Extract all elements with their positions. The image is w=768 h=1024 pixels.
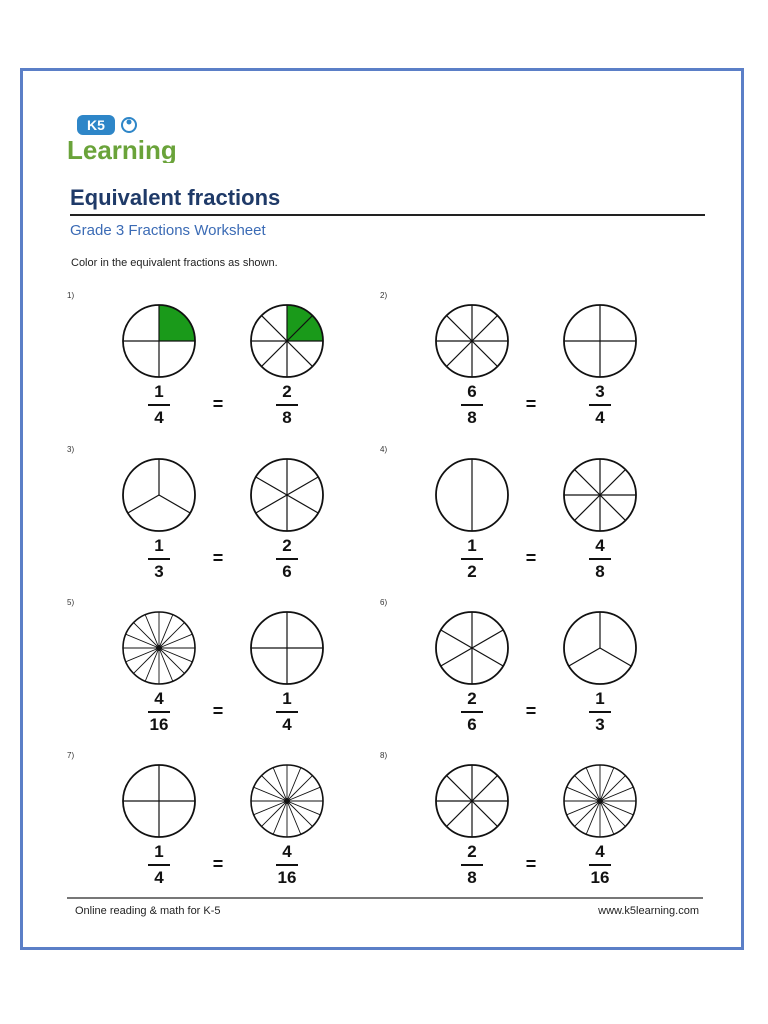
numerator: 4 <box>595 842 605 861</box>
footer-divider <box>67 897 703 899</box>
equals-sign: = <box>212 854 224 874</box>
fraction-bar <box>461 711 483 713</box>
denominator: 4 <box>595 408 605 427</box>
problem-number: 3) <box>67 445 75 454</box>
fraction-right <box>267 690 307 736</box>
equals-sign: = <box>525 701 537 721</box>
denominator: 16 <box>590 868 610 887</box>
divider-line <box>287 776 312 801</box>
divider-line <box>472 316 497 341</box>
fraction-left <box>139 690 179 736</box>
footer-url: www.k5learning.com <box>598 905 699 917</box>
equals-sign: = <box>525 394 537 414</box>
denominator: 4 <box>282 715 292 734</box>
divider-line <box>447 316 472 341</box>
fraction-bar <box>589 864 611 866</box>
divider-line <box>600 648 631 666</box>
denominator: 3 <box>154 562 164 581</box>
instructions-text: Color in the equivalent fractions as shown. <box>71 257 278 269</box>
denominator: 8 <box>282 408 292 427</box>
divider-line <box>134 623 159 648</box>
fraction-circle-left[interactable] <box>432 761 512 841</box>
denominator: 8 <box>467 408 477 427</box>
problem-7 <box>67 751 337 901</box>
fraction-bar <box>589 404 611 406</box>
worksheet-page <box>20 68 744 950</box>
numerator: 1 <box>154 842 164 861</box>
denominator: 4 <box>154 408 164 427</box>
divider-line <box>447 801 472 826</box>
problem-number: 8) <box>380 751 388 760</box>
fraction-circle-right[interactable] <box>247 301 327 381</box>
divider-line <box>575 776 600 801</box>
footer-tagline: Online reading & math for K-5 <box>75 905 221 917</box>
divider-line <box>128 495 159 513</box>
divider-line <box>441 630 472 648</box>
fraction-circle-right[interactable] <box>560 761 640 841</box>
logo-learning-text: Learning <box>67 135 177 163</box>
divider-line <box>447 341 472 366</box>
numerator: 1 <box>154 536 164 555</box>
divider-line <box>472 630 503 648</box>
fraction-bar <box>276 711 298 713</box>
divider-line <box>575 470 600 495</box>
divider-line <box>262 316 287 341</box>
problem-number: 6) <box>380 598 388 607</box>
fraction-circle-left[interactable] <box>119 301 199 381</box>
denominator: 6 <box>467 715 477 734</box>
center-dot <box>284 798 290 804</box>
fraction-right <box>580 383 620 429</box>
fraction-circle-left[interactable] <box>119 761 199 841</box>
divider-line <box>287 341 312 366</box>
center-dot <box>597 798 603 804</box>
equals-sign: = <box>525 548 537 568</box>
fraction-circle-left[interactable] <box>432 455 512 535</box>
fraction-bar <box>589 711 611 713</box>
numerator: 2 <box>282 382 292 401</box>
fraction-left <box>139 537 179 583</box>
fraction-right <box>267 383 307 429</box>
fraction-circle-left[interactable] <box>432 608 512 688</box>
problem-number: 7) <box>67 751 75 760</box>
fraction-bar <box>148 711 170 713</box>
fraction-left <box>452 690 492 736</box>
numerator: 1 <box>282 689 292 708</box>
numerator: 1 <box>467 536 477 555</box>
fraction-bar <box>461 864 483 866</box>
fraction-circle-right[interactable] <box>247 455 327 535</box>
problem-1 <box>67 291 337 441</box>
problem-8 <box>380 751 650 901</box>
problem-4 <box>380 445 650 595</box>
divider-line <box>159 495 190 513</box>
fraction-bar <box>148 558 170 560</box>
numerator: 4 <box>595 536 605 555</box>
numerator: 4 <box>154 689 164 708</box>
numerator: 1 <box>595 689 605 708</box>
denominator: 6 <box>282 562 292 581</box>
problem-number: 1) <box>67 291 75 300</box>
numerator: 2 <box>467 842 477 861</box>
fraction-left <box>139 383 179 429</box>
fraction-left <box>452 383 492 429</box>
divider-line <box>569 648 600 666</box>
fraction-circle-right[interactable] <box>560 455 640 535</box>
divider-line <box>472 648 503 666</box>
fraction-bar <box>148 404 170 406</box>
numerator: 2 <box>282 536 292 555</box>
divider-line <box>472 341 497 366</box>
problem-3 <box>67 445 337 595</box>
fraction-circle-left[interactable] <box>119 608 199 688</box>
divider-line <box>600 776 625 801</box>
divider-line <box>262 776 287 801</box>
fraction-bar <box>276 404 298 406</box>
equals-sign: = <box>525 854 537 874</box>
problem-5 <box>67 598 337 748</box>
page-subtitle: Grade 3 Fractions Worksheet <box>70 222 266 239</box>
equals-sign: = <box>212 701 224 721</box>
fraction-right <box>580 690 620 736</box>
divider-line <box>159 648 184 673</box>
fraction-circle-right[interactable] <box>560 301 640 381</box>
denominator: 8 <box>467 868 477 887</box>
problem-6 <box>380 598 650 748</box>
denominator: 8 <box>595 562 605 581</box>
denominator: 3 <box>595 715 605 734</box>
numerator: 3 <box>595 382 605 401</box>
fraction-bar <box>589 558 611 560</box>
divider-line <box>262 801 287 826</box>
divider-line <box>262 341 287 366</box>
fraction-bar <box>461 558 483 560</box>
fraction-circle-right[interactable] <box>560 608 640 688</box>
problem-2 <box>380 291 650 441</box>
problem-number: 4) <box>380 445 388 454</box>
k5-learning-logo <box>67 113 197 163</box>
divider-line <box>472 776 497 801</box>
center-dot <box>156 645 162 651</box>
divider-line <box>575 495 600 520</box>
equals-sign: = <box>212 394 224 414</box>
denominator: 4 <box>154 868 164 887</box>
divider-line <box>287 495 318 513</box>
fraction-left <box>452 537 492 583</box>
fraction-left <box>139 843 179 889</box>
equals-sign: = <box>212 548 224 568</box>
fraction-bar <box>276 558 298 560</box>
fraction-right <box>267 843 307 889</box>
divider-line <box>600 470 625 495</box>
divider-line <box>472 801 497 826</box>
fraction-right <box>267 537 307 583</box>
divider-line <box>447 776 472 801</box>
title-divider <box>70 214 705 216</box>
logo-k5-text: K5 <box>87 117 105 133</box>
fraction-circle-right[interactable] <box>247 761 327 841</box>
numerator: 6 <box>467 382 477 401</box>
divider-line <box>600 801 625 826</box>
numerator: 1 <box>154 382 164 401</box>
denominator: 2 <box>467 562 477 581</box>
divider-line <box>600 495 625 520</box>
fraction-bar <box>461 404 483 406</box>
divider-line <box>256 477 287 495</box>
divider-line <box>134 648 159 673</box>
problem-number: 2) <box>380 291 388 300</box>
divider-line <box>256 495 287 513</box>
fraction-right <box>580 537 620 583</box>
denominator: 16 <box>277 868 297 887</box>
divider-line <box>159 623 184 648</box>
divider-line <box>287 477 318 495</box>
denominator: 16 <box>149 715 169 734</box>
numerator: 2 <box>467 689 477 708</box>
divider-line <box>575 801 600 826</box>
fraction-bar <box>276 864 298 866</box>
page-title: Equivalent fractions <box>70 185 281 210</box>
fraction-circle-left[interactable] <box>119 455 199 535</box>
fraction-right <box>580 843 620 889</box>
fraction-left <box>452 843 492 889</box>
numerator: 4 <box>282 842 292 861</box>
fraction-bar <box>148 864 170 866</box>
fraction-circle-left[interactable] <box>432 301 512 381</box>
divider-line <box>441 648 472 666</box>
fraction-circle-right[interactable] <box>247 608 327 688</box>
divider-line <box>287 801 312 826</box>
problem-number: 5) <box>67 598 75 607</box>
